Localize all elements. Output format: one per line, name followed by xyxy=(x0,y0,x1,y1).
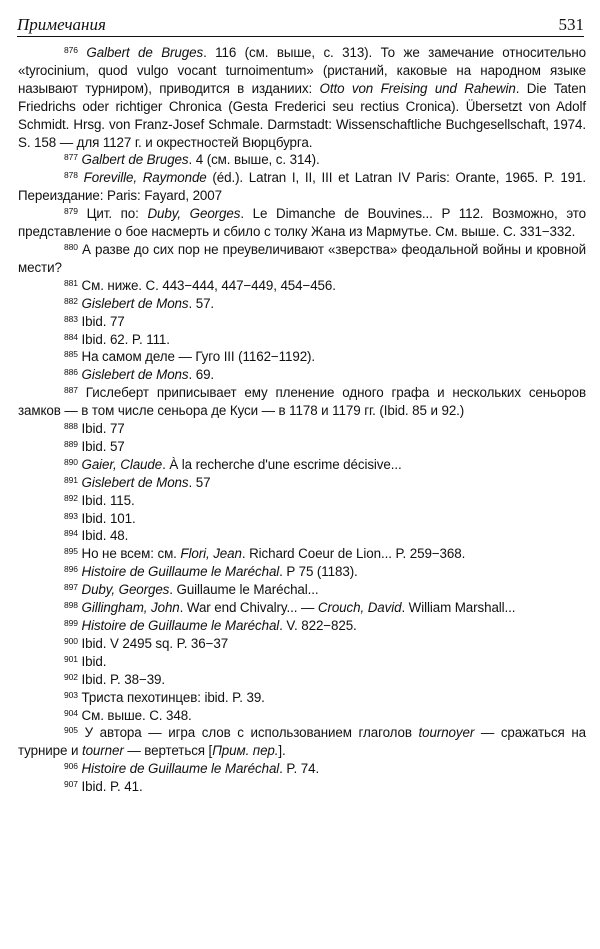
citation-italic: Gislebert de Mons xyxy=(81,367,189,383)
footnote-895 xyxy=(18,545,586,563)
citation-italic: Gislebert de Mons xyxy=(81,295,189,311)
footnote-number: 895 xyxy=(64,546,78,557)
citation-italic: Otto von Freising und Rahewin xyxy=(319,80,516,96)
footnote-text: . P. 74. xyxy=(279,761,320,777)
footnote-text: . Guillaume le Maréchal... xyxy=(169,582,319,598)
footnote-text: Ibid. 77 xyxy=(81,421,125,437)
footnote-number: 904 xyxy=(64,707,78,718)
citation-italic: Histoire de Guillaume le Maréchal xyxy=(81,761,280,777)
footnote-text: Ibid. P. 38−39. xyxy=(81,671,166,687)
footnote-text: (éd.). Latran I, II, III et Latran IV Paris: Orante, 1965. P. 191. Переиздание: Paris: Fayard, 2007 xyxy=(18,170,586,204)
footnote-number: 885 xyxy=(64,349,78,360)
footnote-number: 880 xyxy=(64,241,78,252)
footnote-text: . 116 (см. выше, с. 313). То же замечание относительно «tyrocinium, quod vulgo vocant turnoimentum» (ристаний, каковые на народном языке называют турниром), приводится в изданииx: xyxy=(18,45,587,96)
footnote-number: 907 xyxy=(64,779,78,790)
footnote-number: 899 xyxy=(64,618,78,628)
footnote-901 xyxy=(18,653,586,671)
footnote-number: 883 xyxy=(64,313,78,324)
footnote-number: 888 xyxy=(64,421,78,432)
citation-italic: Duby, Georges xyxy=(81,582,170,598)
footnote-text: На самом деле — Гуго III (1162−1192). xyxy=(81,349,316,365)
footnote-number: 900 xyxy=(64,635,78,646)
footnote-903 xyxy=(18,689,586,707)
footnote-text: . V. 822−825. xyxy=(279,618,357,633)
footnote-number: 890 xyxy=(64,456,78,467)
footnote-878 xyxy=(18,169,586,205)
footnote-number: 902 xyxy=(64,671,78,682)
footnote-number: 884 xyxy=(64,331,78,342)
footnote-number: 882 xyxy=(64,295,78,306)
footnote-text: А разве до сих пор не преувеличивают «зверства» феодальной войны и кровной мести? xyxy=(18,241,586,275)
footnote-number: 889 xyxy=(64,438,78,449)
citation-italic: tournoyer xyxy=(418,725,475,741)
footnote-number: 887 xyxy=(64,385,78,396)
footnote-897 xyxy=(18,581,586,599)
footnote-text: . Le Dimanche de Bouvines... P 112. Возможно, это представление о бое насмерть и сбило с толку Жана из Мармутье. См. выше. С. 331−332. xyxy=(18,206,586,240)
footnote-text: Ibid. 77 xyxy=(81,313,125,329)
footnote-889 xyxy=(18,438,586,456)
footnote-text: . À la recherche d'une escrime décisive... xyxy=(162,456,402,472)
page-number: 531 xyxy=(558,15,584,34)
footnote-text: ]. xyxy=(278,743,286,759)
footnote-894 xyxy=(18,527,586,545)
footnote-text: Ibid. P. 41. xyxy=(81,779,143,795)
footnote-text: Ibid. 101. xyxy=(81,510,136,526)
footnote-number: 879 xyxy=(64,206,78,217)
footnote-text: Цит. по: xyxy=(86,206,148,222)
citation-italic: Прим. пер. xyxy=(212,743,279,759)
notes-list xyxy=(18,44,586,796)
footnote-text: См. выше. С. 348. xyxy=(81,707,192,723)
footnote-text: У автора — игра слов с использованием глаголов xyxy=(84,725,419,741)
footnote-880 xyxy=(18,241,586,277)
footnote-885 xyxy=(18,348,586,366)
footnote-884 xyxy=(18,331,586,349)
footnote-text: . William Marshall... xyxy=(401,600,516,616)
footnote-number: 894 xyxy=(64,528,78,539)
footnote-number: 886 xyxy=(64,367,78,378)
footnote-883 xyxy=(18,313,586,331)
footnote-882 xyxy=(18,295,586,313)
citation-italic: Histoire de Guillaume le Maréchal xyxy=(81,618,280,633)
footnote-876 xyxy=(18,44,586,151)
footnote-893 xyxy=(18,510,586,528)
footnote-text: . 69. xyxy=(188,367,215,383)
footnote-text: — вертеться [ xyxy=(123,743,213,759)
footnote-number: 881 xyxy=(64,277,78,288)
citation-italic: Histoire de Guillaume le Maréchal xyxy=(81,564,280,580)
footnote-number: 893 xyxy=(64,510,78,521)
citation-italic: Galbert de Bruges xyxy=(81,152,189,168)
footnote-number: 906 xyxy=(64,761,78,772)
footnote-number: 901 xyxy=(64,653,78,664)
citation-italic: Crouch, David xyxy=(317,600,402,616)
footnote-text: Гислеберт приписывает ему пленение одного графа и нескольких сеньоров замков — в том числе сеньора де Куси — в 1178 и 1179 гг. (Ibid. 85 и 92.) xyxy=(18,385,586,419)
footnote-text: . P 75 (1183). xyxy=(279,564,358,580)
footnote-number: 878 xyxy=(64,170,78,181)
footnote-887 xyxy=(18,384,586,420)
footnote-888 xyxy=(18,420,586,438)
footnote-text: См. ниже. С. 443−444, 447−449, 454−456. xyxy=(81,277,336,293)
footnote-881 xyxy=(18,277,586,295)
footnote-text: . War end Chivalry... — xyxy=(179,600,318,616)
footnote-text: Ibid. 115. xyxy=(81,492,135,508)
footnote-number: 897 xyxy=(64,582,78,593)
footnote-text: . Richard Coeur de Lion... P. 259−368. xyxy=(241,546,466,562)
footnote-text: Ibid. xyxy=(81,653,107,669)
footnote-number: 877 xyxy=(64,152,78,163)
header-title: Примечания xyxy=(17,15,106,34)
footnote-text: Ibid. V 2495 sq. P. 36−37 xyxy=(81,635,229,651)
footnote-877 xyxy=(18,151,586,169)
citation-italic: Foreville, Raymonde xyxy=(83,170,207,186)
footnote-899 xyxy=(18,617,586,635)
footnote-text: . 57 xyxy=(188,474,211,490)
citation-italic: Duby, Georges xyxy=(147,206,241,222)
citation-italic: Gaier, Claude xyxy=(81,456,163,472)
footnote-text: Ibid. 48. xyxy=(81,528,129,544)
footnote-number: 905 xyxy=(64,725,78,736)
footnote-text: . Die Taten Friedrichs oder richtiger Chronica (Gesta Frederici seu rectius Cronica). Übersetzt von Adolf Schmidt. Hrsg. von Franz-Josef Schmale. Darmstadt: Wissenschaftliche Buchgesellschaft, 1974. S. 158 — для 1127 г. и окрестностей Вюрцбурга. xyxy=(18,80,586,150)
footnote-900 xyxy=(18,635,586,653)
footnote-text: Ibid. 62. P. 111. xyxy=(81,331,170,347)
footnote-906 xyxy=(18,760,586,778)
footnote-number: 896 xyxy=(64,564,78,575)
footnote-number: 876 xyxy=(64,45,78,55)
footnote-890 xyxy=(18,456,586,474)
footnote-905 xyxy=(18,724,586,760)
footnote-text: . 4 (см. выше, с. 314). xyxy=(188,152,320,168)
citation-italic: Galbert de Bruges xyxy=(86,45,204,60)
citation-italic: tourner xyxy=(81,743,124,759)
citation-italic: Gillingham, John xyxy=(81,600,180,616)
footnote-902 xyxy=(18,671,586,689)
footnote-text: . 57. xyxy=(188,295,215,311)
footnote-text: — сражаться на турнире и xyxy=(18,725,586,759)
footnote-number: 898 xyxy=(64,600,78,611)
footnote-text: Ibid. 57 xyxy=(81,438,125,454)
citation-italic: Flori, Jean xyxy=(180,546,242,562)
citation-italic: Gislebert de Mons xyxy=(81,474,189,490)
footnote-896 xyxy=(18,563,586,581)
footnote-907 xyxy=(18,778,586,796)
footnote-904 xyxy=(18,707,586,725)
footnote-898 xyxy=(18,599,586,617)
footnote-number: 892 xyxy=(64,492,78,503)
footnote-891 xyxy=(18,474,586,492)
footnote-text: Триста пехотинцев: ibid. P. 39. xyxy=(81,689,265,705)
footnote-886 xyxy=(18,366,586,384)
footnote-number: 891 xyxy=(64,474,78,485)
footnote-number: 903 xyxy=(64,689,78,700)
footnote-text: Но не всем: см. xyxy=(81,546,181,562)
footnote-892 xyxy=(18,492,586,510)
running-header xyxy=(17,10,584,37)
footnote-879 xyxy=(18,205,586,241)
